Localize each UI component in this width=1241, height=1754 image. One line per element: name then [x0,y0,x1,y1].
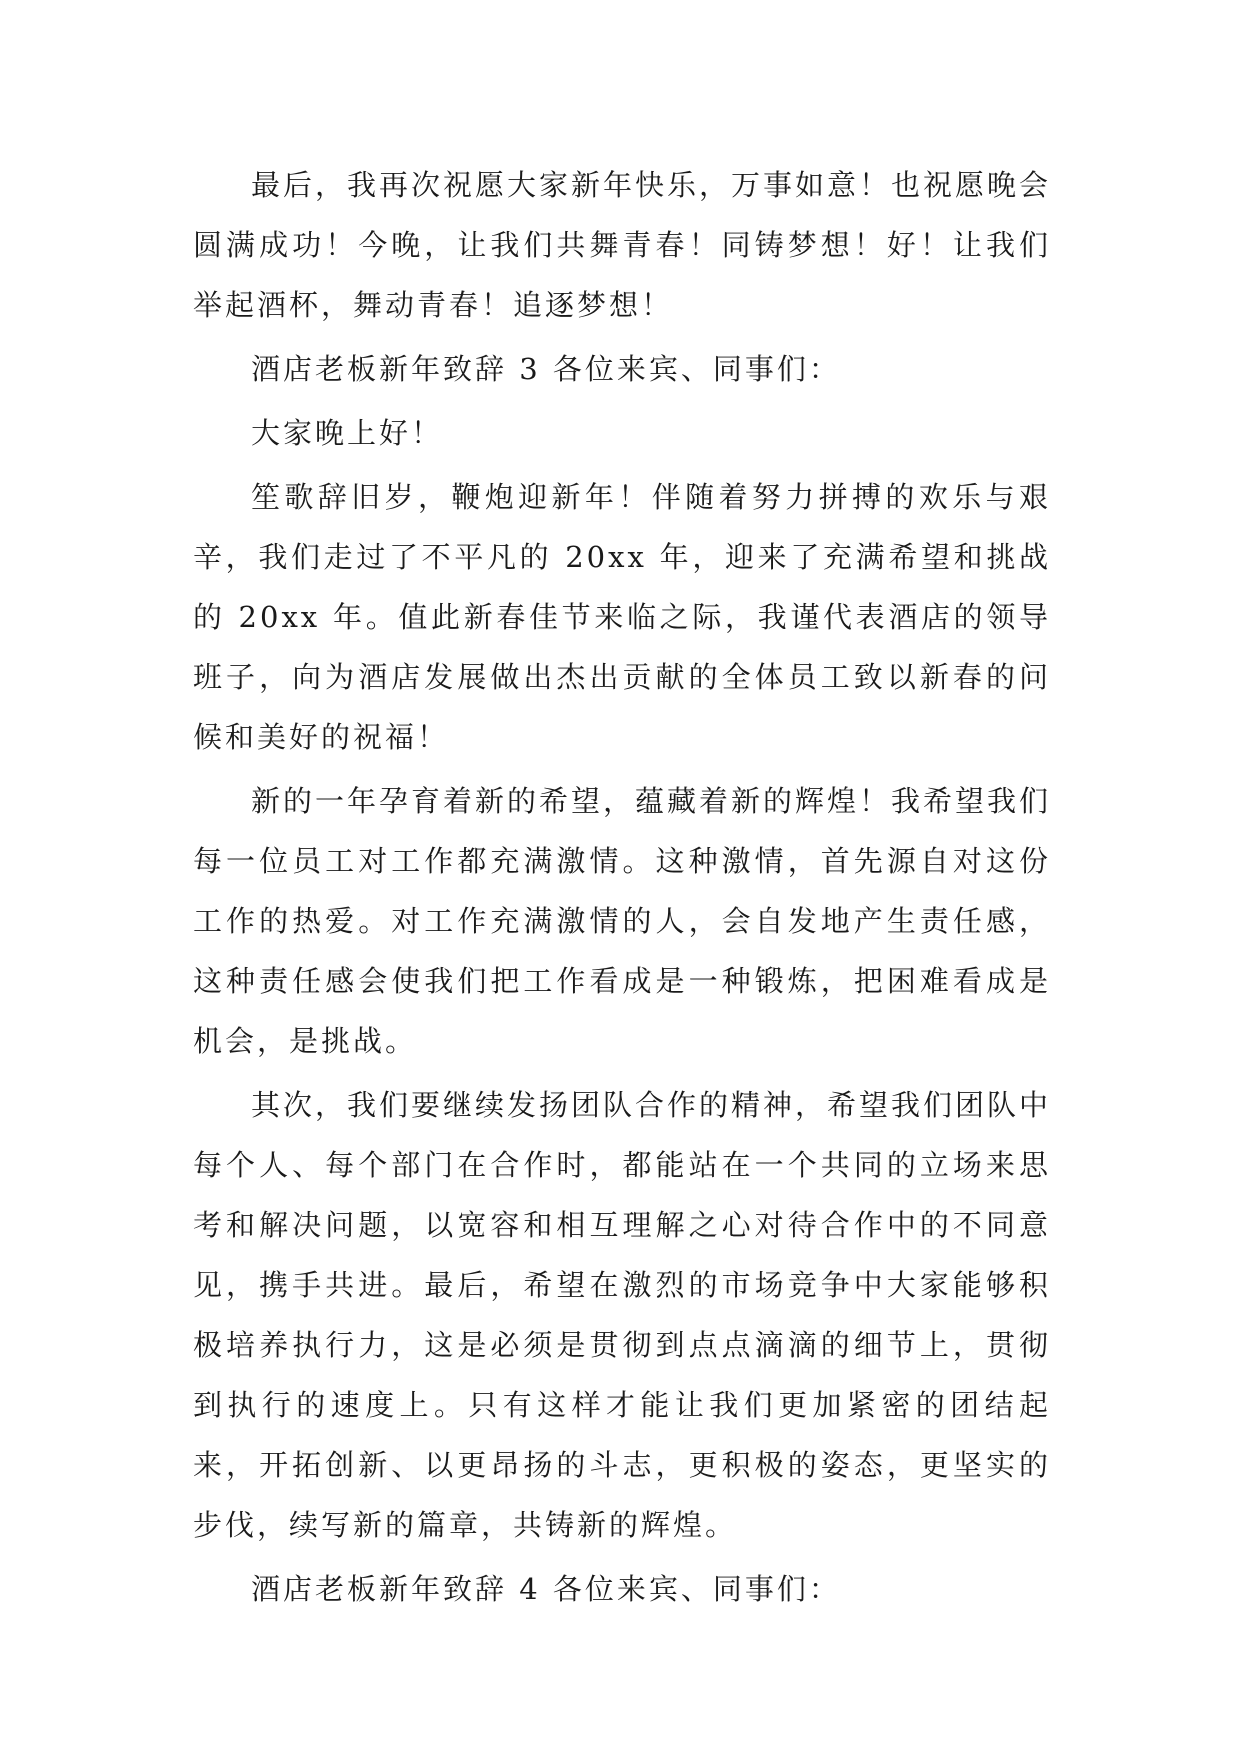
paragraph-teamwork: 其次，我们要继续发扬团队合作的精神，希望我们团队中每个人、每个部门在合作时，都能站在一个共同的立场来思考和解决问题，以宽容和相互理解之心对待合作中的不同意见，携手共进。最后，希望在激烈的市场竞争中大家能够积极培养执行力，这是必须是贯彻到点点滴滴的细节上，贯彻到执行的速度上。只有这样才能让我们更加紧密的团结起来，开拓创新、以更昂扬的斗志，更积极的姿态，更坚实的步伐，续写新的篇章，共铸新的辉煌。 [193,1088,1052,1542]
speech-3-heading: 酒店老板新年致辞 3 各位来宾、同事们： [251,352,841,386]
paragraph-passion: 新的一年孕育着新的希望，蕴藏着新的辉煌！我希望我们每一位员工对工作都充满激情。这种激情，首先源自对这份工作的热爱。对工作充满激情的人，会自发地产生责任感，这种责任感会使我们把工作看成是一种锻炼，把困难看成是机会，是挑战。 [193,784,1052,1058]
document-body [193,155,1051,1619]
paragraph-closing-wishes: 最后，我再次祝愿大家新年快乐，万事如意！也祝愿晚会圆满成功！今晚，让我们共舞青春！同铸梦想！好！让我们举起酒杯，舞动青春！追逐梦想！ [193,168,1052,322]
greeting-line: 大家晚上好！ [251,416,444,450]
speech-4-heading: 酒店老板新年致辞 4 各位来宾、同事们： [251,1572,841,1606]
paragraph-new-year-review: 笙歌辞旧岁，鞭炮迎新年！伴随着努力拼搏的欢乐与艰辛，我们走过了不平凡的 20xx 年，迎来了充满希望和挑战的 20xx 年。值此新春佳节来临之际，我谨代表酒店的领导班子，向为酒店发展做出杰出贡献的全体员工致以新春的问候和美好的祝福！ [193,480,1051,754]
